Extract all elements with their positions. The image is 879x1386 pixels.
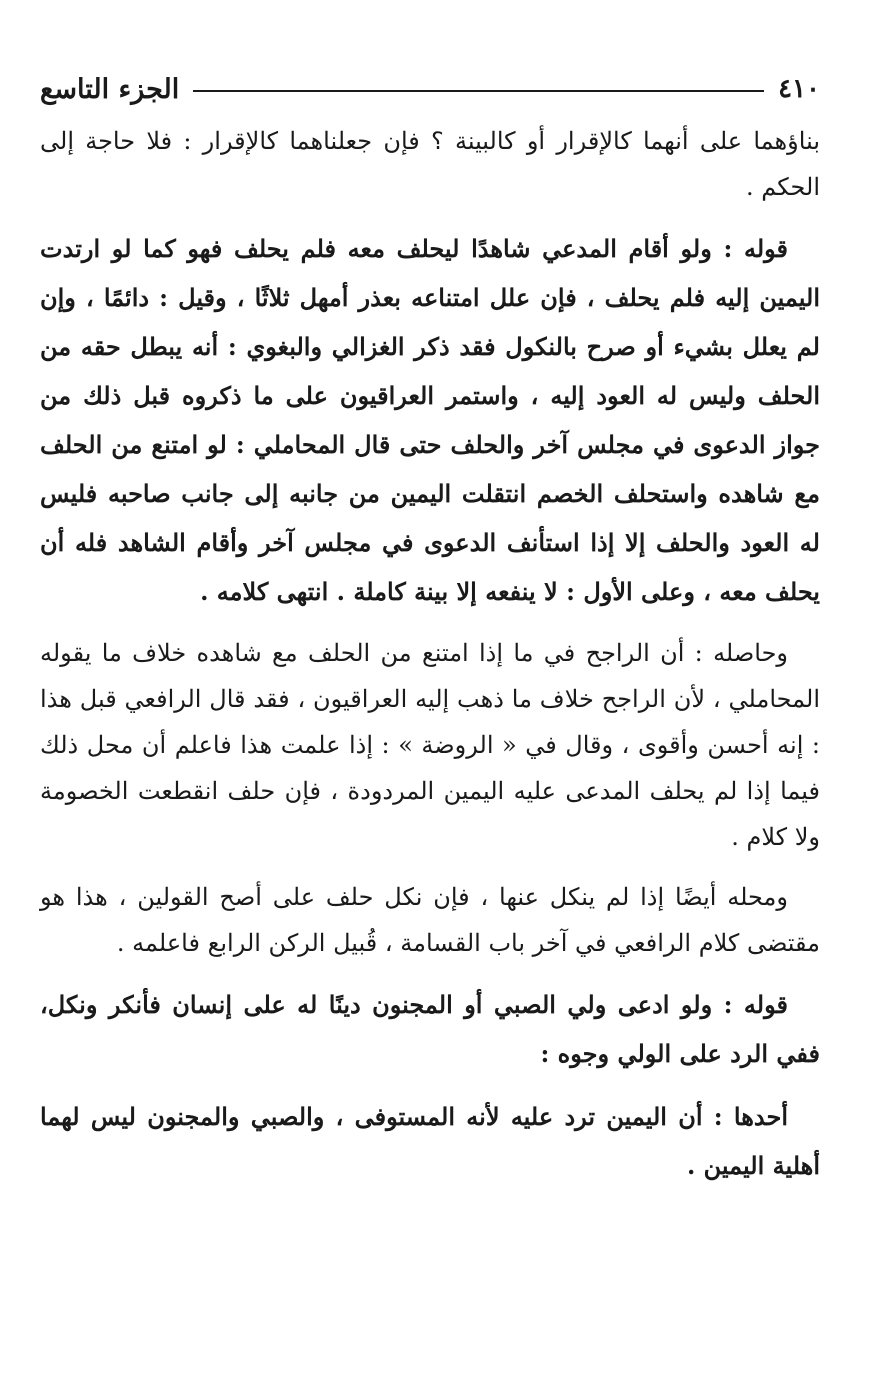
paragraph: بناؤهما على أنهما كالإقرار أو كالبينة ؟ فإن جعلناهما كالإقرار : فلا حاجة إلى الحكم . xyxy=(40,127,820,201)
paragraph: قوله : ولو أقام المدعي شاهدًا ليحلف معه فلم يحلف فهو كما لو ارتدت اليمين إليه فلم يحلف ، فإن علل امتناعه بعذر أمهل ثلاثًا ، وقيل : دائمًا ، وإن لم يعلل بشيء أو صرح بالنكول فقد ذكر الغزالي والبغوي : أنه يبطل حقه من الحلف وليس له العود إليه ، واستمر العراقيون على ما ذكروه قبل ذلك من جواز الدعوى في مجلس آخر والحلف حتى قال المحاملي : لو امتنع من الحلف مع شاهده واستحلف الخصم انتقلت اليمين من جانبه إلى جانب صاحبه فليس له العود والحلف إلا إذا استأنف الدعوى في مجلس آخر وأقام الشاهد فله أن يحلف معه ، وعلى الأول : لا ينفعه إلا بينة كاملة . انتهى كلامه . xyxy=(40,234,821,606)
header-rule xyxy=(193,90,764,92)
paragraph: وحاصله : أن الراجح في ما إذا امتنع من الحلف مع شاهده خلاف ما يقوله المحاملي ، لأن الراجح خلاف ما ذهب إليه العراقيون ، فقد قال الرافعي قبل هذا : إنه أحسن وأقوى ، وقال في « الروضة » : إذا علمت هذا فاعلم أن محل ذلك فيما إذا لم يحلف المدعى عليه اليمين المردودة ، فإن حلف انقطعت الخصومة ولا كلام . xyxy=(40,639,820,851)
book-page xyxy=(40,60,820,1360)
running-title: الجزء التاسع xyxy=(40,73,180,105)
paragraph: أحدها : أن اليمين ترد عليه لأنه المستوفى ، والصبي والمجنون ليس لهما أهلية اليمين . xyxy=(40,1102,820,1180)
paragraph: ومحله أيضًا إذا لم ينكل عنها ، فإن نكل حلف على أصح القولين ، هذا هو مقتضى كلام الرافعي في آخر باب القسامة ، قُبيل الركن الرابع فاعلمه . xyxy=(40,883,820,957)
page-number: ٤١٠ xyxy=(778,74,820,104)
body-text xyxy=(40,118,820,1190)
page-header xyxy=(40,60,820,118)
paragraph: قوله : ولو ادعى ولي الصبي أو المجنون دينًا له على إنسان فأنكر ونكل، ففي الرد على الولي وجوه : xyxy=(40,990,820,1068)
